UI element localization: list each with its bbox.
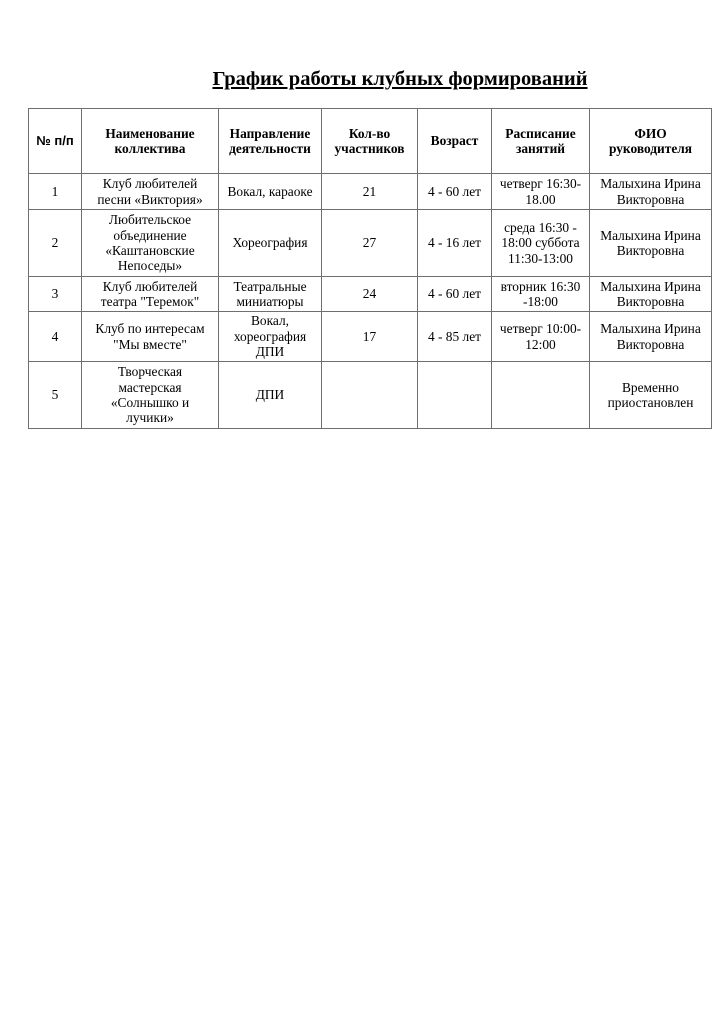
header-line: коллектива [114, 141, 186, 156]
cell-line: четверг 10:00- [499, 321, 582, 337]
page-title: График работы клубных формирований [212, 68, 588, 90]
cell-line: хореография [233, 328, 307, 344]
header-line: Расписание [505, 125, 576, 141]
cell-line: театра "Теремок" [100, 294, 200, 309]
cell-line: Малыхина Ирина [600, 176, 701, 192]
cell-line: Творческая [117, 364, 183, 380]
table-row [29, 210, 712, 277]
cell-line: песни «Виктория» [97, 191, 203, 207]
cell-line: Любительское [108, 212, 192, 228]
cell-count: 17 [322, 312, 418, 362]
cell-name [82, 312, 219, 362]
header-schedule [492, 109, 590, 174]
header-count [322, 109, 418, 174]
cell-line: Непоседы» [117, 258, 183, 274]
cell-line: Хореография [232, 235, 308, 251]
cell-line: мастерская [118, 379, 182, 395]
cell-line: приостановлен [607, 395, 694, 410]
cell-line: Викторовна [616, 191, 685, 207]
cell-line: Викторовна [616, 294, 685, 309]
cell-line: ДПИ [255, 344, 285, 360]
cell-line: «Каштановские [105, 243, 195, 258]
cell-num: 3 [29, 277, 82, 312]
cell-line: -18:00 [523, 294, 558, 309]
cell-direction [219, 312, 322, 362]
cell-line: лучики» [126, 410, 174, 426]
cell-leader [590, 210, 712, 277]
header-num: № п/п [29, 109, 82, 174]
cell-line: Клуб любителей [102, 176, 198, 192]
header-line: Кол-во [348, 125, 391, 141]
cell-num: 2 [29, 210, 82, 277]
cell-age: 4 - 16 лет [418, 210, 492, 277]
cell-line: Малыхина Ирина [600, 278, 701, 294]
header-line: деятельности [229, 141, 311, 156]
table-row [29, 362, 712, 429]
cell-direction [219, 362, 322, 429]
header-age: Возраст [418, 109, 492, 174]
header-line: Направление [229, 125, 311, 141]
cell-line: вторник 16:30 [500, 278, 581, 294]
cell-name [82, 174, 219, 210]
schedule-table [28, 108, 712, 429]
cell-direction [219, 174, 322, 210]
cell-line: четверг 16:30- [499, 176, 582, 192]
header-line: руководителя [608, 141, 693, 156]
cell-line: миниатюры [236, 294, 304, 309]
cell-direction [219, 210, 322, 277]
cell-schedule [492, 210, 590, 277]
cell-line: среда 16:30 - [504, 219, 577, 235]
cell-line: Временно [621, 379, 679, 395]
cell-leader [590, 362, 712, 429]
cell-line: Клуб по интересам [95, 321, 205, 337]
cell-age [418, 362, 492, 429]
cell-schedule [492, 312, 590, 362]
header-line: занятий [515, 141, 566, 156]
cell-name [82, 362, 219, 429]
cell-schedule [492, 174, 590, 210]
cell-count: 27 [322, 210, 418, 277]
cell-leader [590, 174, 712, 210]
cell-line: "Мы вместе" [113, 336, 187, 352]
cell-num: 1 [29, 174, 82, 210]
cell-line: Вокал, караоке [227, 183, 313, 199]
cell-schedule [492, 362, 590, 429]
cell-line: ДПИ [255, 387, 285, 403]
cell-age: 4 - 60 лет [418, 277, 492, 312]
cell-num: 5 [29, 362, 82, 429]
cell-line: 11:30-13:00 [508, 250, 573, 266]
cell-name [82, 277, 219, 312]
table-header-row [29, 109, 712, 174]
cell-direction [219, 277, 322, 312]
cell-line: Викторовна [616, 243, 685, 258]
cell-count: 21 [322, 174, 418, 210]
cell-schedule [492, 277, 590, 312]
cell-name [82, 210, 219, 277]
header-line: ФИО [634, 125, 667, 141]
cell-line: 18:00 суббота [501, 235, 580, 251]
cell-line: Вокал, [250, 313, 290, 329]
cell-count: 24 [322, 277, 418, 312]
table-row [29, 174, 712, 210]
cell-line: Малыхина Ирина [600, 227, 701, 243]
header-line: Наименование [105, 125, 195, 141]
cell-line: Театральные [233, 278, 307, 294]
cell-line: объединение [113, 227, 187, 243]
cell-count [322, 362, 418, 429]
cell-line: 18.00 [525, 191, 556, 207]
cell-age: 4 - 85 лет [418, 312, 492, 362]
header-leader [590, 109, 712, 174]
cell-leader [590, 312, 712, 362]
cell-age: 4 - 60 лет [418, 174, 492, 210]
cell-line: Малыхина Ирина [600, 321, 701, 337]
cell-leader [590, 277, 712, 312]
cell-line: 12:00 [525, 336, 556, 352]
cell-line: «Солнышко и [110, 395, 190, 410]
table-row [29, 277, 712, 312]
cell-line: Викторовна [616, 336, 685, 352]
table-row [29, 312, 712, 362]
cell-line: Клуб любителей [102, 278, 198, 294]
header-name [82, 109, 219, 174]
header-direction [219, 109, 322, 174]
header-line: участников [334, 141, 405, 156]
cell-num: 4 [29, 312, 82, 362]
